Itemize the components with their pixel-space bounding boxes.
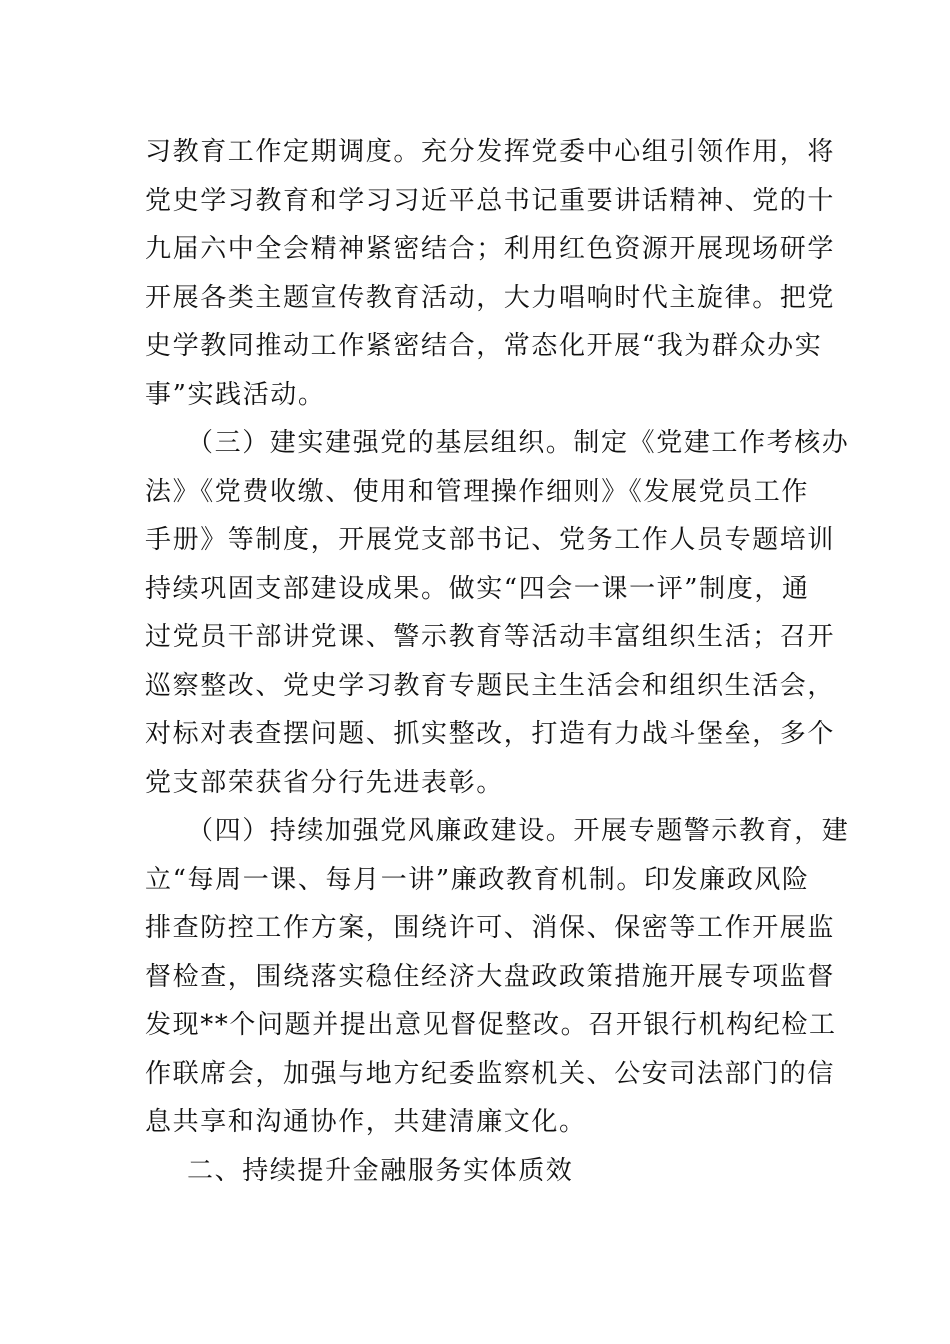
section-heading-3: （三）建实建强党的基层组织。制定《党建工作考核办 xyxy=(187,428,850,458)
text-line: 巡察整改、党史学习教育专题民主生活会和组织生活会， xyxy=(145,670,836,701)
text-line: 党支部荣获省分行先进表彰。 xyxy=(145,767,504,798)
document-body xyxy=(145,128,850,1195)
text-line: 手册》等制度，开展党支部书记、党务工作人员专题培训 xyxy=(145,525,836,555)
text-line: 党史学习教育和学习习近平总书记重要讲话精神、党的十 xyxy=(145,185,836,216)
text-line: 持续巩固支部建设成果。做实“四会一课一评”制度，通 xyxy=(145,573,810,604)
text-line: 九届六中全会精神紧密结合；利用红色资源开展现场研学 xyxy=(145,234,836,264)
section-heading-4: （四）持续加强党风廉政建设。开展专题警示教育，建 xyxy=(187,816,850,846)
text-line: 过党员干部讲党课、警示教育等活动丰富组织生活；召开 xyxy=(145,622,836,652)
text-line: 督检查，围绕落实稳住经济大盘政政策措施开展专项监督 xyxy=(145,961,836,992)
text-line: 史学教同推动工作紧密结合，常态化开展“我为群众办实 xyxy=(145,331,823,361)
text-line: 息共享和沟通协作，共建清廉文化。 xyxy=(145,1107,587,1137)
text-line: 作联席会，加强与地方纪委监察机关、公安司法部门的信 xyxy=(145,1058,836,1089)
text-line: 开展各类主题宣传教育活动，大力唱响时代主旋律。把党 xyxy=(145,282,836,313)
text-line: 立“每周一课、每月一讲”廉政教育机制。印发廉政风险 xyxy=(145,864,810,895)
text-line: 习教育工作定期调度。充分发挥党委中心组引领作用，将 xyxy=(145,137,836,167)
text-line: 事”实践活动。 xyxy=(145,379,326,410)
chapter-heading-2: 二、持续提升金融服务实体质效 xyxy=(187,1155,574,1186)
text-line: 排查防控工作方案，围绕许可、消保、保密等工作开展监 xyxy=(145,913,836,943)
text-line: 法》《党费收缴、使用和管理操作细则》《发展党员工作 xyxy=(145,476,810,507)
text-line: 对标对表查摆问题、抓实整改，打造有力战斗堡垒，多个 xyxy=(145,719,836,749)
text-line: 发现**个问题并提出意见督促整改。召开银行机构纪检工 xyxy=(145,1010,837,1040)
